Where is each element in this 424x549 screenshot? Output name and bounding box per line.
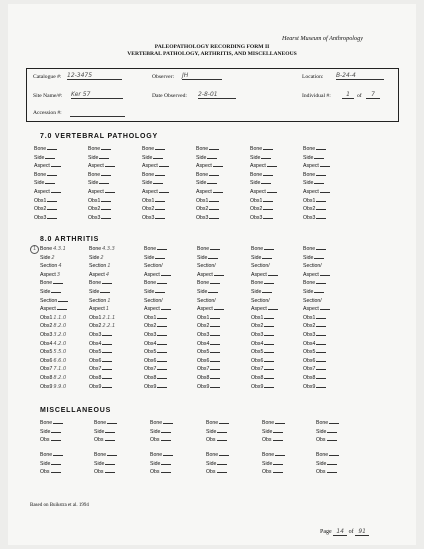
form-field[interactable]: Obs3 (196, 214, 223, 223)
form-field[interactable]: Aspect (142, 162, 169, 171)
form-field[interactable]: Obs (40, 436, 63, 445)
form-field[interactable]: Obs5 (303, 348, 330, 357)
form-field[interactable]: Obs2 (197, 322, 224, 331)
site-field[interactable]: Ker 57 (71, 91, 123, 99)
form-field[interactable]: Side (316, 460, 339, 469)
form-field[interactable]: Obs2 (251, 322, 278, 331)
form-field[interactable]: Obs1 (303, 314, 330, 323)
form-field[interactable]: Obs (262, 468, 285, 477)
form-field[interactable]: Obs3 (251, 331, 278, 340)
individual-total-field[interactable]: 7 (366, 91, 380, 99)
form-field[interactable]: Obs3 (142, 214, 169, 223)
form-field[interactable]: Obs1 (196, 197, 223, 206)
form-field[interactable]: Obs11.1.0 (40, 314, 67, 321)
form-field[interactable]: Obs99.9.0 (40, 383, 67, 390)
misc-block-1-6 (316, 419, 339, 445)
form-field[interactable]: Obs66.6.0 (40, 357, 67, 364)
form-field[interactable]: Obs (316, 436, 339, 445)
form-field[interactable]: Aspect (197, 305, 224, 314)
form-field[interactable]: Obs4 (251, 340, 278, 349)
form-field[interactable]: Bone (316, 451, 339, 460)
form-field[interactable]: Side2 (89, 254, 104, 261)
museum-name: Hearst Museum of Anthropology (282, 35, 363, 42)
form-field[interactable]: Obs5 (89, 348, 115, 357)
form-field[interactable]: Obs1 (144, 314, 171, 323)
form-field[interactable]: Bone (196, 145, 223, 154)
form-field[interactable]: Side (303, 179, 330, 188)
form-field[interactable]: Obs88.2.0 (40, 374, 67, 381)
vertebral-column-1 (34, 145, 61, 222)
form-field[interactable]: Aspect (251, 271, 278, 280)
form-field[interactable]: Aspect (197, 271, 224, 280)
field-side[interactable]: Side (34, 179, 61, 188)
form-field[interactable]: Bone (303, 171, 330, 180)
misc-block-1-4 (206, 419, 229, 445)
form-field[interactable]: Obs7 (89, 365, 115, 374)
form-field[interactable]: Side (262, 460, 285, 469)
form-field[interactable]: Side (303, 254, 330, 263)
form-field[interactable]: Aspect (88, 188, 115, 197)
misc-block-2-4 (206, 451, 229, 477)
form-field[interactable]: Bone (142, 171, 169, 180)
form-field[interactable]: Aspect (144, 271, 171, 280)
form-field[interactable]: Obs8 (197, 374, 224, 383)
form-field[interactable]: Obs3 (144, 331, 171, 340)
form-field[interactable]: Obs9 (197, 383, 224, 392)
form-field[interactable]: Side (40, 288, 68, 297)
section-misc-title: MISCELLANEOUS (40, 407, 112, 414)
field-obs3[interactable]: Obs3 (34, 214, 61, 223)
form-field[interactable]: Obs9 (144, 383, 171, 392)
form-field[interactable]: Bone (144, 245, 171, 254)
form-field[interactable]: Aspect (88, 162, 115, 171)
form-field[interactable]: Side (262, 428, 285, 437)
form-field[interactable]: Side (88, 179, 115, 188)
arthritis-column-4 (197, 245, 224, 391)
form-field[interactable]: Section (40, 297, 68, 306)
vertebral-column-3 (142, 145, 169, 222)
form-field[interactable]: Obs3 (250, 214, 277, 223)
form-field[interactable]: Obs (94, 468, 117, 477)
form-field[interactable]: Side (89, 288, 115, 297)
form-field[interactable]: Obs (150, 436, 173, 445)
form-field[interactable]: Side (196, 179, 223, 188)
misc-block-1-1 (40, 419, 63, 445)
form-field[interactable]: Section1 (89, 263, 111, 270)
form-field[interactable]: Obs4 (303, 340, 330, 349)
form-field[interactable]: Section/ (251, 263, 270, 270)
form-field[interactable]: Bone (196, 171, 223, 180)
form-field[interactable]: Bone (142, 145, 169, 154)
form-field[interactable]: Section/ (303, 263, 322, 270)
form-field[interactable]: Section/ (144, 297, 163, 304)
form-field[interactable]: Aspect (303, 305, 330, 314)
catalogue-label: Catalogue #: (33, 74, 62, 80)
form-field[interactable]: Obs7 (251, 365, 278, 374)
form-field[interactable]: Obs6 (89, 357, 115, 366)
form-field[interactable]: Obs2 (88, 205, 115, 214)
form-field[interactable]: Obs44.2.0 (40, 340, 67, 347)
form-field[interactable]: Obs (150, 468, 173, 477)
form-field[interactable]: Bone4.3.1 (40, 246, 66, 252)
form-field[interactable]: Side (303, 288, 330, 297)
form-field[interactable]: Bone (251, 245, 278, 254)
misc-block-1-3 (150, 419, 173, 445)
form-field[interactable]: Side (303, 154, 330, 163)
form-field[interactable]: Obs1 (251, 314, 278, 323)
form-field[interactable]: Obs5 (251, 348, 278, 357)
form-field[interactable]: Aspect (251, 305, 278, 314)
form-field[interactable]: Obs8 (89, 374, 115, 383)
individual-label: Individual #: (302, 93, 331, 99)
vertebral-column-2 (88, 145, 115, 222)
form-field[interactable]: Obs9 (89, 383, 115, 392)
form-field[interactable]: Aspect (303, 162, 330, 171)
vertebral-column-6 (303, 145, 330, 222)
form-field[interactable]: Obs (94, 436, 117, 445)
form-field[interactable]: Side2 (40, 254, 55, 261)
form-field[interactable]: Bone (94, 451, 117, 460)
location-label: Location: (302, 74, 324, 80)
form-field[interactable]: Obs3 (303, 331, 330, 340)
form-field[interactable]: Bone (88, 171, 115, 180)
form-field[interactable]: Obs7 (197, 365, 224, 374)
form-field[interactable]: Bone (150, 451, 173, 460)
form-field[interactable]: Obs77.1.0 (40, 366, 67, 373)
form-field[interactable]: Side (316, 428, 339, 437)
form-field[interactable]: Aspect (142, 188, 169, 197)
form-field[interactable]: Obs (206, 468, 229, 477)
page-value: 14 (333, 528, 347, 536)
form-field[interactable]: Section/ (251, 297, 270, 304)
form-field[interactable]: Side (250, 179, 277, 188)
page-number (320, 528, 369, 536)
form-field[interactable]: Obs6 (197, 357, 224, 366)
form-field[interactable]: Obs12.1.1 (89, 314, 116, 321)
accession-field[interactable] (70, 116, 125, 117)
form-field[interactable]: Bone (251, 279, 278, 288)
form-field[interactable]: Obs2 (142, 205, 169, 214)
form-field[interactable]: Bone (150, 419, 173, 428)
form-field[interactable]: Bone (316, 419, 339, 428)
field-aspect[interactable]: Aspect (34, 162, 61, 171)
form-field[interactable]: Obs4 (197, 340, 224, 349)
form-field[interactable]: Side (206, 428, 229, 437)
field-obs2[interactable]: Obs2 (34, 205, 61, 214)
form-field[interactable]: Bone (40, 419, 63, 428)
form-field[interactable]: Obs8 (144, 374, 171, 383)
footer-citation: Based on Buikstra et al. 1994 (30, 503, 89, 508)
form-field[interactable]: Obs6 (144, 357, 171, 366)
form-field[interactable]: Bone (197, 279, 224, 288)
form-field[interactable]: Side (40, 428, 63, 437)
form-field[interactable]: Bone (88, 145, 115, 154)
page-label: Page (320, 529, 332, 535)
form-field[interactable]: Obs1 (197, 314, 224, 323)
form-field[interactable]: Side (150, 428, 173, 437)
form-field[interactable]: Obs (206, 436, 229, 445)
arthritis-column-1 (40, 245, 68, 391)
form-field[interactable]: Side (250, 154, 277, 163)
form-field[interactable]: Obs4 (89, 340, 115, 349)
of-label: of (357, 93, 362, 99)
accession-label: Accession #: (33, 110, 62, 116)
form-field[interactable]: Obs5 (144, 348, 171, 357)
form-field[interactable]: Bone (250, 145, 277, 154)
observer-label: Observer: (152, 74, 175, 80)
form-field[interactable]: Obs8 (303, 374, 330, 383)
form-field[interactable]: Aspect (250, 188, 277, 197)
form-field[interactable]: Obs2 (250, 205, 277, 214)
form-field[interactable]: Obs8 (251, 374, 278, 383)
misc-block-1-2 (94, 419, 117, 445)
vertebral-column-4 (196, 145, 223, 222)
form-field[interactable]: Obs1 (142, 197, 169, 206)
form-field[interactable]: Section/ (303, 297, 322, 304)
arthritis-column-6 (303, 245, 330, 391)
form-field[interactable]: Section4 (40, 263, 62, 270)
field-bone[interactable]: Bone (34, 145, 61, 154)
form-field[interactable]: Side (40, 460, 63, 469)
field-obs1[interactable]: Obs1 (34, 197, 61, 206)
form-field[interactable]: Obs3 (89, 331, 115, 340)
form-field[interactable]: Bone (303, 145, 330, 154)
form-field[interactable]: Side (197, 254, 224, 263)
form-field[interactable]: Obs2 (303, 322, 330, 331)
misc-block-2-1 (40, 451, 63, 477)
form-field[interactable]: Obs1 (303, 197, 330, 206)
form-field[interactable]: Bone (144, 279, 171, 288)
form-field[interactable]: Aspect (303, 271, 330, 280)
page-of: of (348, 529, 354, 535)
form-field[interactable]: Bone4.3.3 (89, 246, 115, 252)
form-field[interactable]: Obs (316, 468, 339, 477)
form-field[interactable]: Obs9 (303, 383, 330, 392)
form-field[interactable]: Side (142, 154, 169, 163)
form-field[interactable]: Side (251, 288, 278, 297)
form-field[interactable]: Bone (206, 419, 229, 428)
site-label: Site Name/#: (33, 93, 63, 99)
vertebral-column-5 (250, 145, 277, 222)
form-field[interactable]: Bone (206, 451, 229, 460)
field-aspect[interactable]: Aspect (34, 188, 61, 197)
form-field[interactable]: Bone (262, 419, 285, 428)
form-field[interactable]: Bone (303, 279, 330, 288)
misc-block-2-2 (94, 451, 117, 477)
form-field[interactable]: Obs2 (303, 205, 330, 214)
form-field[interactable]: Bone (40, 451, 63, 460)
form-field[interactable]: Side (196, 154, 223, 163)
form-field[interactable]: Obs3 (88, 214, 115, 223)
form-field[interactable]: Aspect1 (89, 306, 110, 313)
form-field[interactable]: Obs6 (251, 357, 278, 366)
form-field[interactable]: Obs3 (197, 331, 224, 340)
individual-field[interactable]: 1 (342, 91, 354, 99)
form-field[interactable]: Aspect (196, 188, 223, 197)
form-field[interactable]: Obs (40, 468, 63, 477)
form-field[interactable]: Side (144, 288, 171, 297)
form-field[interactable]: Obs33.2.0 (40, 331, 67, 338)
form-field[interactable]: Bone (40, 279, 68, 288)
date-label: Date Observed: (152, 93, 187, 99)
form-field[interactable]: Side (251, 254, 278, 263)
location-field[interactable]: B-24-4 (336, 72, 384, 80)
catalogue-field[interactable]: 12-3475 (67, 72, 122, 80)
section-vertebral-title: 7.0 VERTEBRAL PATHOLOGY (40, 133, 158, 140)
form-field[interactable]: Bone (303, 245, 330, 254)
form-field[interactable]: Side (197, 288, 224, 297)
form-field[interactable]: Section1 (89, 297, 111, 304)
form-field[interactable]: Aspect (144, 305, 171, 314)
form-field[interactable]: Aspect (40, 305, 68, 314)
form-field[interactable]: Side (150, 460, 173, 469)
form-field[interactable]: Aspect3 (40, 271, 61, 278)
form-field[interactable]: Aspect (250, 162, 277, 171)
form-subtitle: VERTEBRAL PATHOLOGY, ARTHRITIS, AND MISCELLANEOUS (127, 51, 297, 57)
form-field[interactable]: Side (94, 460, 117, 469)
field-side[interactable]: Side (34, 154, 61, 163)
form-field[interactable]: Obs9 (251, 383, 278, 392)
form-field[interactable]: Obs5 (197, 348, 224, 357)
arthritis-column-3 (144, 245, 171, 391)
form-field[interactable]: Side (94, 428, 117, 437)
form-field[interactable]: Obs6 (303, 357, 330, 366)
form-field[interactable]: Obs (262, 436, 285, 445)
field-bone[interactable]: Bone (34, 171, 61, 180)
form-field[interactable]: Bone (197, 245, 224, 254)
form-field[interactable]: Obs2 (196, 205, 223, 214)
form-field[interactable]: Side (206, 460, 229, 469)
misc-block-2-5 (262, 451, 285, 477)
form-field[interactable]: Section/ (197, 297, 216, 304)
observer-field[interactable]: JH (182, 72, 222, 80)
form-field[interactable]: Obs1 (88, 197, 115, 206)
form-field[interactable]: Side (142, 179, 169, 188)
form-field[interactable]: Bone (89, 279, 115, 288)
date-field[interactable]: 2-8-01 (198, 91, 236, 99)
form-field[interactable]: Obs4 (144, 340, 171, 349)
section-arthritis-title: 8.0 ARTHRITIS (40, 236, 100, 243)
form-field[interactable]: Obs3 (303, 214, 330, 223)
misc-block-1-5 (262, 419, 285, 445)
form-field[interactable]: Obs28.2.0 (40, 323, 67, 330)
form-field[interactable]: Obs7 (303, 365, 330, 374)
form-field[interactable]: Side (88, 154, 115, 163)
arthritis-column-5 (251, 245, 278, 391)
misc-block-2-6 (316, 451, 339, 477)
arthritis-column-2 (89, 245, 115, 391)
form-field[interactable]: Side (144, 254, 171, 263)
form-field[interactable]: Bone (94, 419, 117, 428)
form-title: PALEOPATHOLOGY RECORDING FORM II (154, 44, 270, 50)
form-field[interactable]: Aspect (303, 188, 330, 197)
form-field[interactable]: Section/ (144, 263, 163, 270)
form-field[interactable]: Obs1 (250, 197, 277, 206)
form-field[interactable]: Obs7 (144, 365, 171, 374)
form-field[interactable]: Aspect4 (89, 271, 110, 278)
page-total: 91 (355, 528, 369, 536)
misc-block-2-3 (150, 451, 173, 477)
form-field[interactable]: Obs55.5.0 (40, 349, 67, 356)
form-field[interactable]: Bone (262, 451, 285, 460)
circled-number: 1 (30, 245, 39, 254)
form-field[interactable]: Bone (250, 171, 277, 180)
form-field[interactable]: Obs2 (144, 322, 171, 331)
form-field[interactable]: Obs22.2.1 (89, 323, 116, 330)
form-field[interactable]: Section/ (197, 263, 216, 270)
form-field[interactable]: Aspect (196, 162, 223, 171)
